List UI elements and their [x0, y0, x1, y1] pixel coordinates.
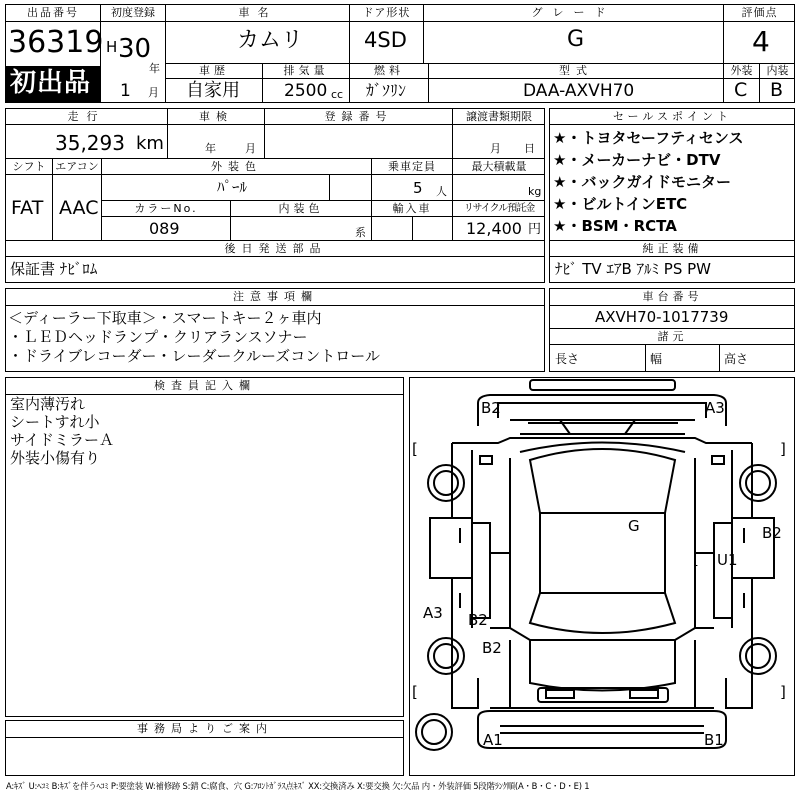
grade: G: [567, 27, 585, 52]
first-reg-month-unit: 月: [148, 86, 159, 99]
capacity-unit: 人: [436, 185, 447, 198]
damage-mark: G: [628, 517, 640, 535]
damage-mark-bracket: [: [693, 550, 699, 568]
max-load-header: 最大積載量: [471, 160, 527, 173]
dimension-width-label: 幅: [650, 352, 663, 366]
inspector-line: 外装小傷有り: [10, 449, 101, 467]
exterior-grade-header: 外装: [730, 64, 753, 77]
damage-mark-bracket: [: [412, 440, 418, 458]
damage-mark: B2: [762, 524, 782, 542]
damage-mark: B2: [481, 399, 501, 417]
first-reg-year: 30: [118, 34, 152, 64]
inspection-month-unit: 月: [245, 142, 256, 155]
damage-mark-bracket: ]: [780, 440, 786, 458]
damage-legend: A:ｷｽﾞ U:ﾍｺﾐ B:ｷｽﾞを伴うﾍｺﾐ P:要塗装 W:補修跡 S:錆 C:腐食、穴 G:ﾌﾛﾝﾄｶﾞﾗｽ点ｷｽﾞ XX:交換済み X:要交換 欠:欠品 内・外装評価 5段階ﾗﾝｸ順(A・B・C・D・E) 1: [6, 781, 590, 791]
equipment: ﾅﾋﾞ TV ｴｱB ｱﾙﾐ PS PW: [555, 260, 711, 278]
dimensions-header: 諸元: [657, 330, 688, 343]
sales-points-header: セールスポイント: [612, 110, 732, 123]
interior-color-unit: 系: [355, 226, 366, 239]
first-listing-label: 初出品: [10, 68, 92, 98]
note-line: ＜ディーラー下取車＞・スマートキー２ヶ車内: [8, 309, 322, 327]
damage-mark: U1: [717, 551, 738, 569]
model-code: DAA-AXVH70: [523, 81, 635, 101]
inspector-header: 検査員記入欄: [154, 379, 256, 392]
mileage-unit: km: [136, 133, 164, 154]
lot-number-header: 出品番号: [27, 6, 79, 19]
damage-mark: B2: [468, 611, 488, 629]
exterior-grade: C: [734, 79, 748, 101]
first-reg-era: H: [106, 38, 118, 56]
damage-mark: A3: [705, 399, 725, 417]
score-header: 評価点: [741, 6, 778, 19]
history-header: 車歴: [199, 64, 229, 77]
inspector-line: 室内薄汚れ: [10, 395, 86, 413]
inspection-year-unit: 年: [205, 142, 216, 155]
notes-header: 注意事項欄: [233, 290, 318, 303]
chassis-number: AXVH70-1017739: [595, 308, 729, 326]
exterior-color: ﾊﾟｰﾙ: [217, 178, 248, 196]
inspector-line: サイドミラーＡ: [10, 431, 114, 449]
sales-point-item: ★・メーカーナビ・DTV: [553, 151, 721, 169]
mileage-header: 走行: [67, 110, 106, 123]
displacement: 2500: [284, 81, 328, 101]
recycle: 12,400: [466, 219, 522, 238]
shift-header: シフト: [12, 160, 46, 173]
model-header: 型式: [559, 64, 593, 77]
displacement-unit: cc: [331, 88, 344, 101]
car-diagram-svg: [410, 378, 794, 775]
transfer-day-unit: 日: [524, 142, 535, 155]
car-name: カムリ: [237, 28, 304, 53]
first-reg-header: 初度登録: [111, 6, 155, 19]
interior-grade: B: [770, 79, 784, 101]
sales-point-item: ★・トヨタセーフティセンス: [553, 129, 744, 147]
transfer-deadline-header: 譲渡書類期限: [466, 110, 532, 123]
grade-header: グレード: [531, 6, 616, 19]
lot-number: 36319: [8, 25, 104, 60]
dimension-height-label: 高さ: [724, 352, 749, 366]
recycle-unit: 円: [528, 222, 542, 237]
capacity-header: 乗車定員: [388, 160, 436, 173]
note-line: ・ＬＥＤヘッドランプ・クリアランスソナー: [8, 328, 308, 346]
shift: FAT: [11, 197, 44, 219]
color-no-header: カラーNo.: [134, 202, 198, 215]
import-header: 輸入車: [392, 202, 432, 215]
damage-mark-bracket: ]: [780, 683, 786, 701]
max-load-unit: kg: [528, 185, 542, 198]
car-name-header: 車名: [238, 6, 277, 19]
damage-mark: B2: [482, 639, 502, 657]
sales-point-item: ★・BSM・RCTA: [553, 217, 677, 235]
transfer-month-unit: 月: [490, 142, 501, 155]
office-header: 事務局よりご案内: [137, 722, 273, 735]
aircon-header: エアコン: [55, 160, 99, 173]
interior-grade-header: 内装: [766, 64, 789, 77]
exterior-color-header: 外装色: [211, 160, 262, 173]
first-reg-year-unit: 年: [149, 62, 160, 75]
inspection-header: 車検: [199, 110, 233, 123]
door-type: 4SD: [364, 28, 407, 52]
fuel: ｶﾞｿﾘﾝ: [366, 81, 407, 100]
damage-mark: A3: [423, 604, 443, 622]
damage-mark: B1: [704, 731, 724, 749]
damage-mark: A1: [483, 731, 503, 749]
color-no: 089: [149, 219, 180, 238]
later-parts-header: 後日発送部品: [224, 242, 327, 255]
first-reg-month: 1: [120, 81, 131, 101]
equipment-header: 純正装備: [642, 242, 703, 255]
fuel-header: 燃料: [374, 64, 404, 77]
note-line: ・ドライブレコーダー・レーダークルーズコントロール: [8, 347, 381, 365]
recycle-header: リサイクル預託金: [463, 203, 535, 214]
score: 4: [752, 25, 770, 58]
history: 自家用: [186, 80, 240, 101]
dimension-length-label: 長さ: [555, 352, 580, 366]
sales-point-item: ★・バックガイドモニター: [553, 173, 731, 191]
capacity: 5: [413, 179, 423, 197]
interior-color-header: 内装色: [278, 202, 324, 215]
sales-point-item: ★・ビルトインETC: [553, 195, 688, 213]
displacement-header: 排気量: [283, 64, 329, 77]
later-parts: 保証書 ﾅﾋﾞﾛﾑ: [10, 260, 98, 278]
damage-mark-bracket: [: [412, 683, 418, 701]
aircon: AAC: [59, 197, 99, 219]
door-header: ドア形状: [362, 6, 411, 19]
reg-number-header: 登録番号: [324, 110, 393, 123]
inspector-line: シートすれ小: [10, 413, 100, 431]
mileage: 35,293: [55, 131, 125, 155]
chassis-header: 車台番号: [642, 290, 703, 303]
